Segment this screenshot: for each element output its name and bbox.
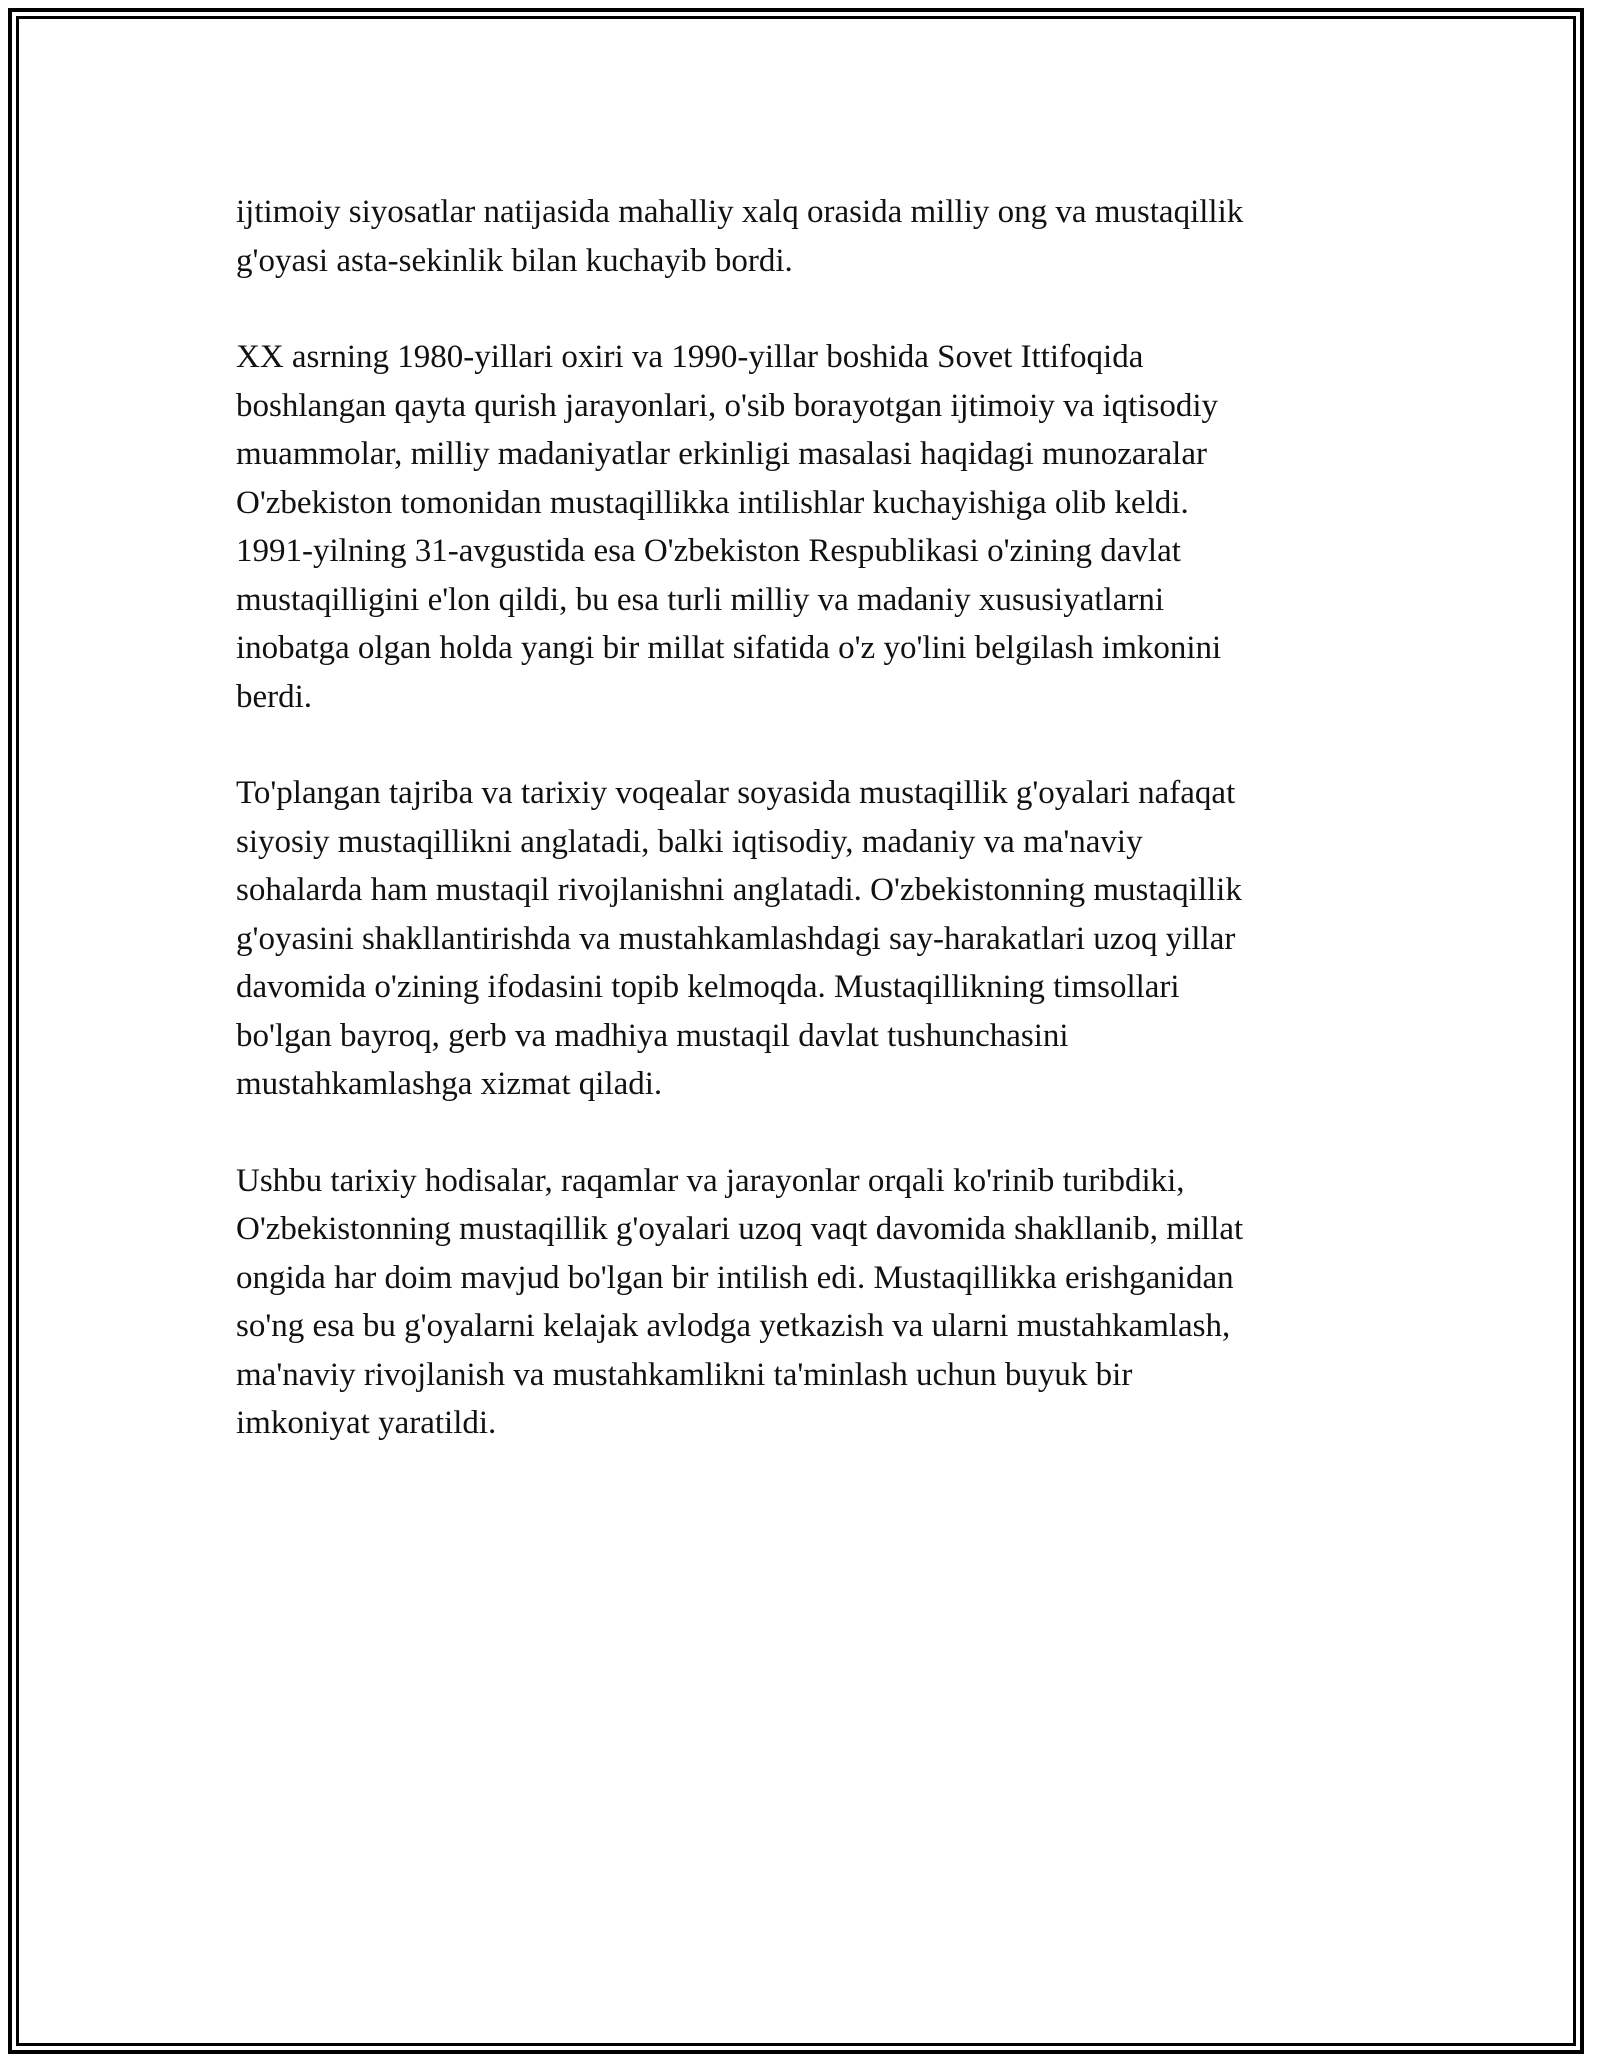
paragraph-4 [236, 1157, 1366, 1448]
text-line: O'zbekiston tomonidan mustaqillikka intilishlar kuchayishiga olib keldi. [236, 484, 1189, 521]
text-line: bo'lgan bayroq, gerb va madhiya mustaqil davlat tushunchasini [236, 1017, 1069, 1054]
text-line: g'oyasi asta-sekinlik bilan kuchayib bordi. [236, 242, 793, 279]
text-line: so'ng esa bu g'oyalarni kelajak avlodga yetkazish va ularni mustahkamlash, [236, 1308, 1231, 1344]
text-line: g'oyasini shakllantirishda va mustahkamlashdagi say-harakatlari uzoq yillar [236, 920, 1236, 957]
text-line: muammolar, milliy madaniyatlar erkinligi masalasi haqidagi munozaralar [236, 436, 1207, 472]
paragraph-2 [236, 333, 1366, 721]
text-line: boshlangan qayta qurish jarayonlari, o'sib borayotgan ijtimoiy va iqtisodiy [236, 387, 1219, 424]
text-line: O'zbekistonning mustaqillik g'oyalari uzoq vaqt davomida shakllanib, millat [236, 1211, 1244, 1247]
paragraph-3 [236, 769, 1366, 1109]
text-line: XX asrning 1980-yillari oxiri va 1990-yillar boshida Sovet Ittifoqida [236, 339, 1144, 375]
text-line: siyosiy mustaqillikni anglatadi, balki iqtisodiy, madaniy va ma'naviy [236, 823, 1143, 860]
text-line: To'plangan tajriba va tarixiy voqealar soyasida mustaqillik g'oyalari nafaqat [236, 775, 1236, 811]
text-line: mustahkamlashga xizmat qiladi. [236, 1066, 663, 1102]
text-line: ongida har doim mavjud bo'lgan bir intilish edi. Mustaqillikka erishganidan [236, 1259, 1234, 1296]
text-line: ijtimoiy siyosatlar natijasida mahalliy xalq orasida milliy ong va mustaqillik [236, 194, 1244, 230]
text-line: Ushbu tarixiy hodisalar, raqamlar va jarayonlar orqali ko'rinib turibdiki, [236, 1162, 1185, 1199]
text-line: berdi. [236, 678, 313, 715]
text-line: ma'naviy rivojlanish va mustahkamlikni ta'minlash uchun buyuk bir [236, 1356, 1133, 1393]
text-line: mustaqilligini e'lon qildi, bu esa turli milliy va madaniy xususiyatlarni [236, 581, 1164, 618]
text-line: davomida o'zining ifodasini topib kelmoqda. Mustaqillikning timsollari [236, 969, 1180, 1005]
document-body [236, 188, 1366, 1496]
paragraph-1 [236, 188, 1366, 285]
text-line: imkoniyat yaratildi. [236, 1405, 497, 1441]
text-line: sohalarda ham mustaqil rivojlanishni anglatadi. O'zbekistonning mustaqillik [236, 872, 1242, 908]
text-line: inobatga olgan holda yangi bir millat sifatida o'z yo'lini belgilash imkonini [236, 630, 1222, 666]
text-line: 1991-yilning 31-avgustida esa O'zbekiston Respublikasi o'zining davlat [236, 533, 1181, 569]
